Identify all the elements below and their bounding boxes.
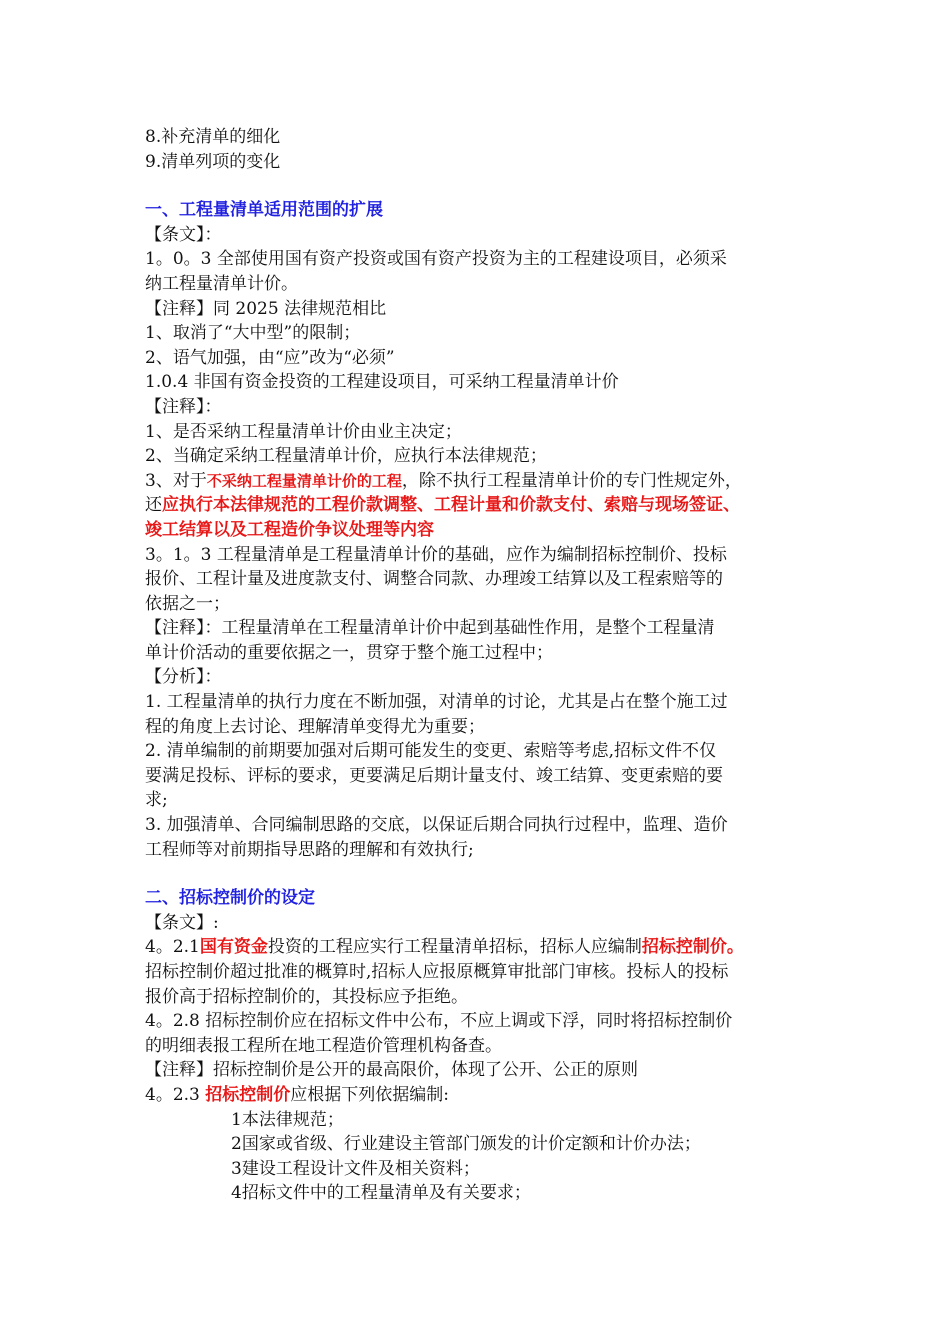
s1-tiaowen-label: 【条文】：	[145, 224, 222, 245]
spacer	[145, 862, 815, 886]
s1-note2-point3-line3: 竣工结算以及工程造价争议处理等内容	[145, 519, 434, 540]
s1-note2-point2: 2、当确定采纳工程量清单计价，应执行本法律规范；	[145, 446, 547, 467]
s1-clause-104: 1.0.4 非国有资金投资的工程建设项目，可采纳工程量清单计价	[145, 372, 619, 393]
s1-clause-313-line1: 3。1。3 工程量清单是工程量清单计价的基础，应作为编制招标控制价、投标	[145, 544, 727, 565]
text-run: 还	[145, 495, 162, 516]
s2-clause-421-line2: 招标控制价超过批准的概算时,招标人应报原概算审批部门审核。投标人的投标	[145, 962, 729, 982]
text-run: 4。2.1	[145, 937, 200, 958]
s2-basis-item: 1本法律规范；	[231, 1109, 344, 1130]
s1-analysis-2-line2: 要满足投标、评标的要求，更要满足后期计量支付、竣工结算、变更索赔的要	[145, 765, 723, 786]
s1-note1-point1: 1、取消了“大中型”的限制；	[145, 323, 361, 344]
s2-basis-item: 4招标文件中的工程量清单及有关要求；	[231, 1183, 531, 1204]
s2-basis-item: 3建设工程设计文件及相关资料；	[231, 1158, 480, 1179]
s1-clause-313-line3: 依据之一；	[145, 593, 230, 614]
s2-clause-421-line3: 报价高于招标控制价的，其投标应予拒绝。	[145, 986, 468, 1007]
highlight-text: 招标控制价	[205, 1084, 291, 1105]
s1-note2-label: 【注释】：	[145, 396, 222, 417]
s1-note2-point1: 1、是否采纳工程量清单计价由业主决定；	[145, 421, 462, 442]
s1-clause-103-line2: 纳工程量清单计价。	[145, 273, 298, 294]
section-1-heading: 一、工程量清单适用范围的扩展	[145, 200, 383, 221]
s1-analysis-2-line1: 2. 清单编制的前期要加强对后期可能发生的变更、索赔等考虑,招标文件不仅	[145, 741, 717, 762]
s2-clause-423	[145, 1083, 815, 1108]
s1-analysis-1-line1: 1. 工程量清单的执行力度在不断加强，对清单的讨论，尤其是占在整个施工过	[145, 692, 728, 713]
s2-clause-428-line2: 的明细表报工程所在地工程造价管理机构备查。	[145, 1035, 502, 1056]
s1-analysis-1-line2: 程的角度上去讨论、理解清单变得尤为重要；	[145, 716, 485, 737]
highlight-text: 招标控制价。	[641, 937, 744, 958]
s1-note1-point2: 2、语气加强，由“应”改为“必须”	[145, 347, 395, 368]
spacer	[145, 174, 815, 198]
s1-clause-103-line1: 1。0。3 全部使用国有资产投资或国有资产投资为主的工程建设项目，必须采	[145, 249, 727, 270]
text-run: 投资的工程应实行工程量清单招标，招标人应编制	[267, 937, 642, 958]
document-page	[145, 125, 815, 1206]
s2-tiaowen-label: 【条文】:	[145, 912, 219, 933]
highlight-text: 应执行本法律规范的工程价款调整、工程计量和价款支付、索赔与现场签证、	[162, 495, 740, 516]
s1-analysis-3-line2: 工程师等对前期指导思路的理解和有效执行;	[145, 839, 474, 860]
s1-analysis-2-line3: 求;	[145, 790, 168, 811]
text-run: 应根据下列依据编制:	[290, 1084, 449, 1105]
s1-note2-point3-line1	[145, 469, 815, 494]
s1-analysis-label: 【分析】：	[145, 667, 222, 688]
intro-item-8: 8.补充清单的细化	[145, 127, 281, 147]
text-run: ，除不执行工程量清单计价的专门性规定外，	[401, 470, 742, 491]
highlight-text: 国有资金	[199, 937, 268, 958]
s1-note2-point3-line2	[145, 493, 815, 518]
s2-basis-item: 2国家或省级、行业建设主管部门颁发的计价定额和计价办法；	[231, 1134, 701, 1155]
s2-clause-421-line1	[145, 935, 815, 960]
s1-note3-line2: 单计价活动的重要依据之一，贯穿于整个施工过程中；	[145, 642, 553, 663]
text-run: 3、对于	[145, 470, 207, 491]
s1-note3-line1: 【注释】：工程量清单在工程量清单计价中起到基础性作用，是整个工程量清	[145, 618, 715, 639]
text-run: 4。2.3	[145, 1084, 206, 1105]
s1-clause-313-line2: 报价、工程计量及进度款支付、调整合同款、办理竣工结算以及工程索赔等的	[145, 569, 723, 590]
s2-note: 【注释】招标控制价是公开的最高限价，体现了公开、公正的原则	[145, 1060, 638, 1081]
s1-note1-label: 【注释】同 2025 法律规范相比	[145, 298, 387, 319]
s1-analysis-3-line1: 3. 加强清单、合同编制思路的交底，以保证后期合同执行过程中，监理、造价	[145, 815, 728, 836]
s2-clause-428-line1: 4。2.8 招标控制价应在招标文件中公布，不应上调或下浮，同时将招标控制价	[145, 1011, 733, 1032]
intro-item-9: 9.清单列项的变化	[145, 151, 281, 172]
section-2-heading: 二、招标控制价的设定	[145, 888, 315, 909]
highlight-text: 不采纳工程量清单计价的工程	[206, 471, 402, 490]
